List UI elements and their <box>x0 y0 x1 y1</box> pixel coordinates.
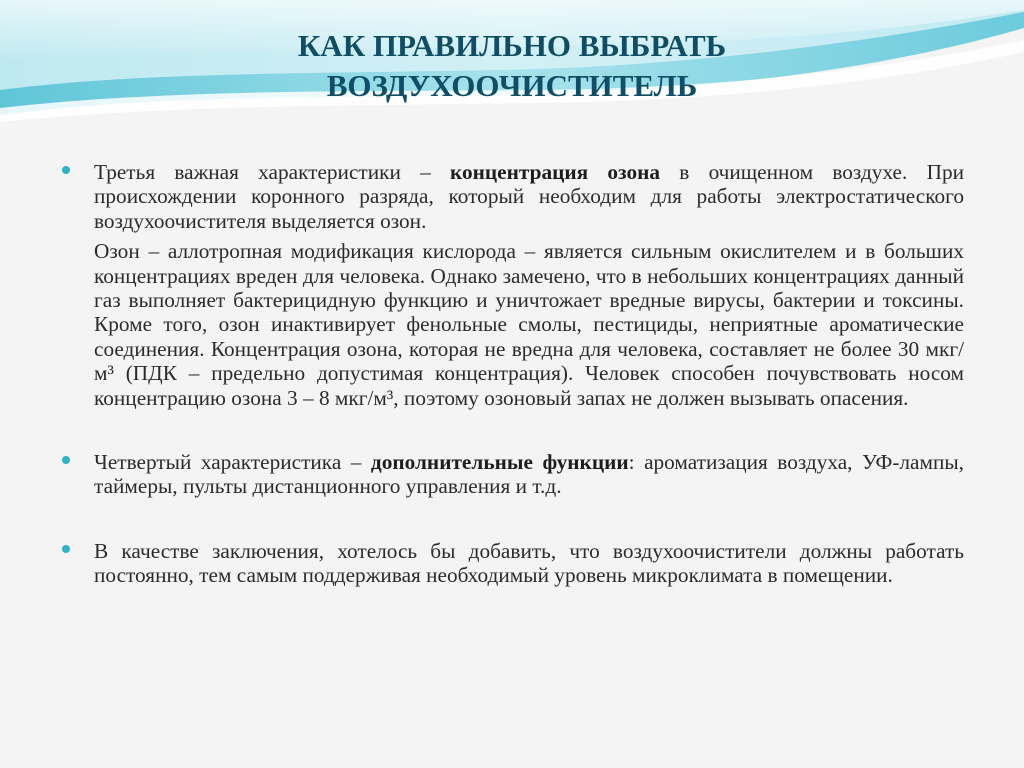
bullet-text-pre: Четвертый характеристика – <box>94 450 371 475</box>
bullet-text: В качестве заключения, хотелось бы добавить, что воздухоочистители должны работать постоянно, тем самым поддерживая необходимый уровень микроклимата в помещении. <box>94 538 964 588</box>
bullet-item-extra-functions <box>94 450 964 499</box>
bullet-dot-icon <box>62 166 70 174</box>
title-line-1: КАК ПРАВИЛЬНО ВЫБРАТЬ <box>297 28 727 63</box>
title-line-2: ВОЗДУХООЧИСТИТЕЛЬ <box>326 68 698 103</box>
bullet-text-pre: Третья важная характеристики – <box>94 160 450 184</box>
bullet-text-post: : ароматизация воздуха, УФ-лампы, таймеры, пульты дистанционного управления и т.д. <box>94 450 965 499</box>
bullet-dot-icon <box>62 456 70 464</box>
paragraph-ozone-details <box>94 239 964 410</box>
bullet-item-ozone-concentration <box>94 160 964 233</box>
bullet-text-bold: концентрация озона <box>449 160 661 184</box>
bullet-text-bold: дополнительные функции <box>370 450 629 475</box>
slide-content <box>94 160 964 588</box>
paragraph-text: Озон – аллотропная модификация кислорода – является сильным окислителем и в больших концентрациях вреден для человека. Однако замечено, что в небольших концентрациях данный газ выполняет бактерицидную функцию и уничтожает вредные вирусы, бактерии и токсины. Кроме того, озон инактивирует фенольные смолы, пестициды, неприятные ароматические соединения. Концентрация озона, которая не вредна для человека, составляет не более 30 мкг/м³ (ПДК – предельно допустимая концентрация). Человек способен почувствовать носом концентрацию озона 3 – 8 мкг/м³, поэтому озоновый запах не должен вызывать опасения. <box>94 239 964 410</box>
bullet-item-conclusion <box>94 539 964 588</box>
bullet-dot-icon <box>62 545 70 553</box>
slide-title <box>0 26 1024 106</box>
bullet-text-post: в очищенном воздухе. При происхождении коронного разряда, который необходим для работы электростатического воздухоочистителя выделяется озон. <box>94 160 964 233</box>
